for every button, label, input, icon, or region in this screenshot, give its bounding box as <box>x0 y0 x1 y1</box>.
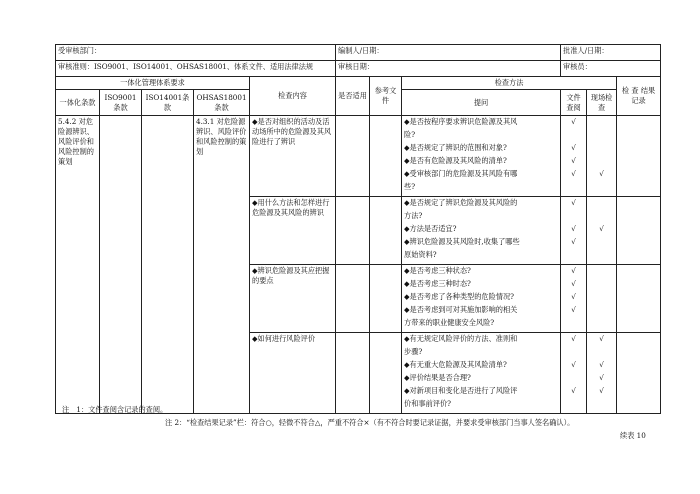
spacer <box>563 182 584 195</box>
spacer <box>563 250 584 263</box>
question-line: ◆对新项目和变化是否进行了风险评 <box>404 386 518 395</box>
record-header: 检 查 结果记录 <box>617 77 661 116</box>
integrated-clause-cell: 5.4.2 对危险源辨识、风险评价和风险控制的策划 <box>56 116 100 414</box>
audit-date-cell: 审核日期： <box>336 61 561 77</box>
spacer <box>589 130 614 143</box>
site-check-mark <box>589 143 614 156</box>
iso9001-header: ISO9001条款 <box>100 90 142 116</box>
question-line: ◆辨识危险源及其风险时,收集了哪些 <box>404 237 520 246</box>
question-line: ◆是否考虑三种状态? <box>404 266 471 275</box>
site-check-mark: √ <box>599 360 604 369</box>
question-line: ◆是否考虑三种时态? <box>404 279 471 288</box>
site-check-cell <box>587 197 617 265</box>
doc-check-mark: √ <box>571 305 576 314</box>
preparer-cell: 编制人/日期： <box>336 45 561 61</box>
doc-check-header: 文件查阅 <box>561 90 587 116</box>
site-check-mark <box>589 266 614 279</box>
site-check-mark: √ <box>599 169 604 178</box>
applicable-cell <box>336 116 370 197</box>
doc-check-cell <box>561 265 587 333</box>
question-line: ◆评价结果是否合理? <box>404 373 471 382</box>
content-header: 检查内容 <box>250 77 336 116</box>
spacer <box>563 347 584 360</box>
audit-checklist-table <box>55 44 661 414</box>
site-check-mark <box>589 292 614 305</box>
question-line: 步骤? <box>404 347 423 356</box>
question-line: ◆有无重大危险源及其风险清单? <box>404 360 507 369</box>
reference-cell <box>370 333 402 414</box>
integrated-clause-header: 一体化条款 <box>56 90 100 116</box>
doc-check-mark: √ <box>571 143 576 152</box>
spacer <box>589 211 614 224</box>
reference-cell <box>370 197 402 265</box>
question-line: ◆有无规定风险评价的方法、准则和 <box>404 334 518 343</box>
site-check-mark <box>589 279 614 292</box>
site-check-mark <box>589 198 614 211</box>
question-line: 险? <box>404 130 416 139</box>
check-content-cell: ◆用什么方法和怎样进行危险源及其风险的辨识 <box>250 197 336 265</box>
spacer <box>563 318 584 331</box>
question-line: ◆是否考虑了各种类型的危险情况? <box>404 292 515 301</box>
doc-check-mark: √ <box>571 279 576 288</box>
check-content-cell: ◆如何进行风险评价 <box>250 333 336 414</box>
doc-check-mark: √ <box>571 156 576 165</box>
check-content-cell: ◆是否对组织的活动及活动场所中的危险源及其风险进行了辨识 <box>250 116 336 197</box>
reference-cell <box>370 265 402 333</box>
continued-label: 续表 10 <box>620 431 646 440</box>
site-check-mark <box>589 117 614 130</box>
doc-check-mark: √ <box>571 292 576 301</box>
applicable-header: 是否适用 <box>336 77 370 116</box>
ohsas-header: OHSAS18001条款 <box>194 90 250 116</box>
reference-header: 参考文件 <box>370 77 402 116</box>
site-check-mark: √ <box>599 386 604 395</box>
section-row <box>56 116 661 197</box>
spacer <box>589 250 614 263</box>
applicable-cell <box>336 333 370 414</box>
site-check-cell <box>587 333 617 414</box>
question-line: 价和事前评价? <box>404 399 451 408</box>
auditor-cell: 审核员： <box>561 61 661 77</box>
doc-check-mark <box>563 373 584 386</box>
question-line: ◆是否按程序要求辨识危险源及其风 <box>404 117 518 126</box>
doc-check-mark: √ <box>571 169 576 178</box>
dept-cell: 受审核部门： <box>56 45 336 61</box>
record-cell <box>617 197 661 265</box>
doc-check-mark: √ <box>571 266 576 275</box>
ohsas-cell: 4.3.1 对危险源辨识、风险评价和风险控制的策划 <box>194 116 250 414</box>
site-check-mark <box>589 305 614 318</box>
note-1: 注 1：文件查阅含记录的查阅。 <box>62 405 168 414</box>
note-2: 注 2：“检查结果记录”栏：符合○，轻微不符合△，严重不符合×（有不符合时要记录证据，并要求受审核部门当事人签名确认）。 <box>165 418 575 427</box>
spacer <box>563 130 584 143</box>
spacer <box>589 182 614 195</box>
question-cell <box>402 197 561 265</box>
question-line: 原始资料? <box>404 250 437 259</box>
reference-cell <box>370 116 402 197</box>
doc-check-mark: √ <box>571 237 576 246</box>
question-line: 些? <box>404 182 416 191</box>
site-check-header: 现场检查 <box>587 90 617 116</box>
spacer <box>563 211 584 224</box>
system-requirements-header: 一体化管理体系要求 <box>56 77 250 90</box>
question-line: 方带来的职业健康安全风险? <box>404 318 495 327</box>
doc-check-mark: √ <box>571 117 576 126</box>
question-cell <box>402 265 561 333</box>
site-check-mark: √ <box>599 373 604 382</box>
question-line: ◆是否规定了辨识的范围和对象? <box>404 143 507 152</box>
site-check-mark: √ <box>599 334 604 343</box>
approver-cell: 批准人/日期： <box>561 45 661 61</box>
question-line: ◆受审核部门的危险源及其风险有哪 <box>404 169 518 178</box>
applicable-cell <box>336 265 370 333</box>
basis-cell: 审核准则：ISO9001、ISO14001、OHSAS18001、体系文件、适用法律法规 <box>56 61 336 77</box>
check-content-cell: ◆辨识危险源及其应把握的要点 <box>250 265 336 333</box>
question-line: ◆是否有危险源及其风险的清单? <box>404 156 507 165</box>
site-check-mark: √ <box>599 224 604 233</box>
iso14001-cell <box>142 116 194 414</box>
method-header: 检查方法 <box>402 77 617 90</box>
site-check-cell <box>587 116 617 197</box>
doc-check-cell <box>561 197 587 265</box>
site-check-cell <box>587 265 617 333</box>
spacer <box>589 318 614 331</box>
site-check-mark <box>589 156 614 169</box>
record-cell <box>617 333 661 414</box>
doc-check-mark: √ <box>571 360 576 369</box>
spacer <box>589 399 614 412</box>
question-cell <box>402 333 561 414</box>
iso9001-cell <box>100 116 142 414</box>
doc-check-cell <box>561 116 587 197</box>
applicable-cell <box>336 197 370 265</box>
site-check-mark <box>589 237 614 250</box>
iso14001-header: ISO14001条款 <box>142 90 194 116</box>
doc-check-mark: √ <box>571 198 576 207</box>
doc-check-mark: √ <box>571 224 576 233</box>
spacer <box>563 399 584 412</box>
doc-check-mark: √ <box>571 386 576 395</box>
question-header: 提问 <box>402 90 561 116</box>
question-line: ◆是否规定了辨识危险源及其风险的 <box>404 198 518 207</box>
doc-check-cell <box>561 333 587 414</box>
doc-check-mark: √ <box>571 334 576 343</box>
question-line: ◆方法是否适宜? <box>404 224 457 233</box>
record-cell <box>617 116 661 197</box>
question-line: ◆是否考虑到可对其施加影响的相关 <box>404 305 518 314</box>
spacer <box>589 347 614 360</box>
question-cell <box>402 116 561 197</box>
question-line: 方法? <box>404 211 423 220</box>
record-cell <box>617 265 661 333</box>
